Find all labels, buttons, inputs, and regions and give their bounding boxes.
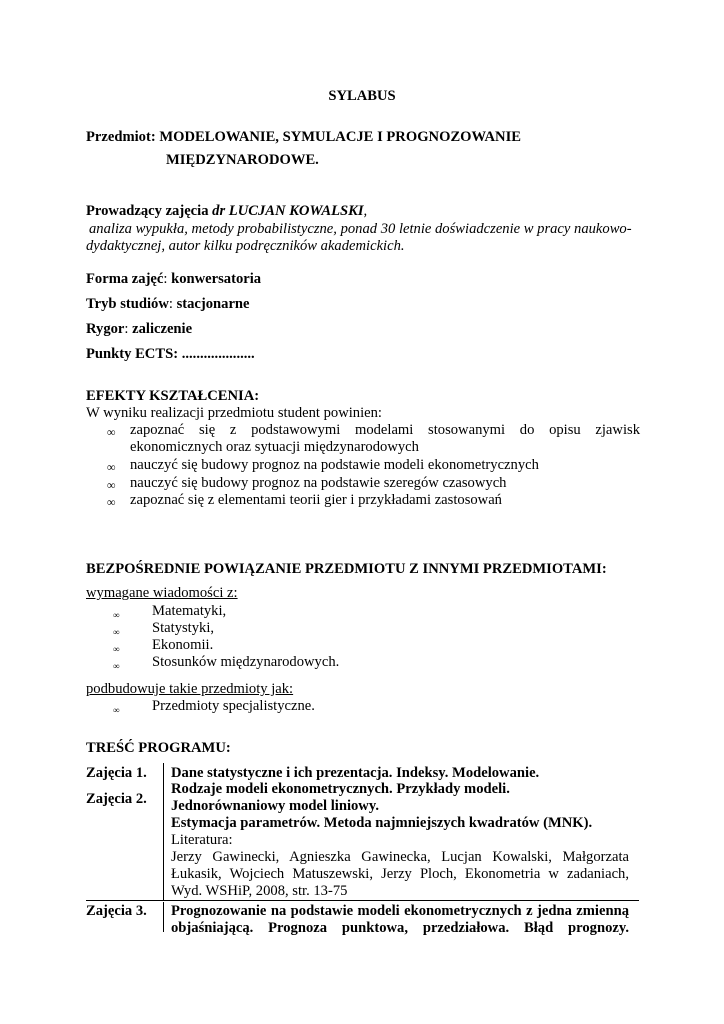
outcome-item-cont: ekonomicznych oraz sytuacji międzynarodowych [130, 439, 419, 455]
required-item: Matematyki, [152, 603, 227, 619]
bullet-icon: ∞ [113, 705, 120, 715]
lecturer-desc-line1: analiza wypukła, metody probabilistyczne, ponad 30 letnie doświadczenie w pracy naukowo- [89, 221, 632, 237]
bullet-icon: ∞ [107, 425, 116, 439]
subject-label: Przedmiot: [86, 129, 156, 145]
program-row-text: Jednorównaniowy model liniowy. [171, 798, 379, 814]
program-row-text: Literatura: [171, 832, 233, 848]
program-row-text: Jerzy Gawinecki, Agnieszka Gawinecka, Lucjan Kowalski, Małgorzata [171, 849, 629, 865]
program-row-text: Prognozowanie na podstawie modeli ekonometrycznych z jedna zmienną [171, 903, 629, 919]
field-mode: Tryb studiów: stacjonarne [86, 296, 250, 312]
table-row-divider [86, 900, 639, 901]
table-column-divider [163, 763, 164, 900]
builds-item: Przedmioty specjalistyczne. [152, 698, 315, 714]
bullet-icon: ∞ [107, 478, 116, 492]
program-row-text: Estymacja parametrów. Metoda najmniejszych kwadratów (MNK). [171, 815, 593, 831]
outcome-item: zapoznać się z elementami teorii gier i przykładami zastosowań [130, 492, 502, 508]
required-item: Statystyki, [152, 620, 215, 636]
program-row-label: Zajęcia 3. [86, 903, 147, 919]
outcome-item: zapoznać się z podstawowymi modelami stosowanymi do opisu zjawisk [130, 422, 640, 438]
outcome-item: nauczyć się budowy prognoz na podstawie modeli ekonometrycznych [130, 457, 539, 473]
subject-line [86, 129, 521, 146]
program-row-label: Zajęcia 1. [86, 765, 147, 781]
field-rigor: Rygor: zaliczenie [86, 321, 193, 337]
bullet-icon: ∞ [113, 627, 120, 637]
bullet-icon: ∞ [113, 610, 120, 620]
lecturer-label: Prowadzący zajęcia [86, 203, 209, 219]
required-item: Stosunków międzynarodowych. [152, 654, 340, 670]
program-row-text: Dane statystyczne i ich prezentacja. Indeksy. Modelowanie. [171, 765, 540, 781]
subject-name-line2: MIĘDZYNARODOWE. [166, 152, 319, 168]
bullet-icon: ∞ [107, 495, 116, 509]
required-label: wymagane wiadomości z: [86, 585, 238, 601]
document-title: SYLABUS [328, 88, 396, 104]
table-column-divider [163, 902, 164, 932]
bullet-icon: ∞ [113, 661, 120, 671]
required-item: Ekonomii. [152, 637, 214, 653]
outcomes-intro: W wyniku realizacji przedmiotu student powinien: [86, 405, 382, 421]
bullet-icon: ∞ [107, 460, 116, 474]
program-row-text: Łukasik, Wojciech Matuszewski, Jerzy Ploch, Ekonometria w zadaniach, [171, 866, 629, 882]
lecturer-desc-line2: dydaktycznej, autor kilku podręczników akademickich. [86, 238, 405, 254]
outcomes-heading: EFEKTY KSZTAŁCENIA: [86, 388, 260, 404]
outcome-item: nauczyć się budowy prognoz na podstawie szeregów czasowych [130, 475, 507, 491]
lecturer-name: dr LUCJAN KOWALSKI [212, 203, 364, 219]
field-form: Forma zajęć: konwersatoria [86, 271, 262, 287]
relations-heading: BEZPOŚREDNIE POWIĄZANIE PRZEDMIOTU Z INNYMI PRZEDMIOTAMI: [86, 561, 607, 577]
builds-label: podbudowuje takie przedmioty jak: [86, 681, 294, 697]
field-ects: Punkty ECTS: .................... [86, 346, 255, 362]
program-row-label: Zajęcia 2. [86, 791, 147, 807]
program-row-text: objaśniającą. Prognoza punktowa, przedziałowa. Błąd prognozy. [171, 920, 629, 936]
bullet-icon: ∞ [113, 644, 120, 654]
program-heading: TREŚĆ PROGRAMU: [86, 740, 231, 756]
lecturer-line: Prowadzący zajęcia dr LUCJAN KOWALSKI, [86, 203, 368, 219]
subject-name-line1: MODELOWANIE, SYMULACJE I PROGNOZOWANIE [159, 129, 521, 145]
program-row-text: Rodzaje modeli ekonometrycznych. Przykłady modeli. [171, 781, 510, 797]
program-row-text: Wyd. WSHiP, 2008, str. 13-75 [171, 883, 348, 899]
